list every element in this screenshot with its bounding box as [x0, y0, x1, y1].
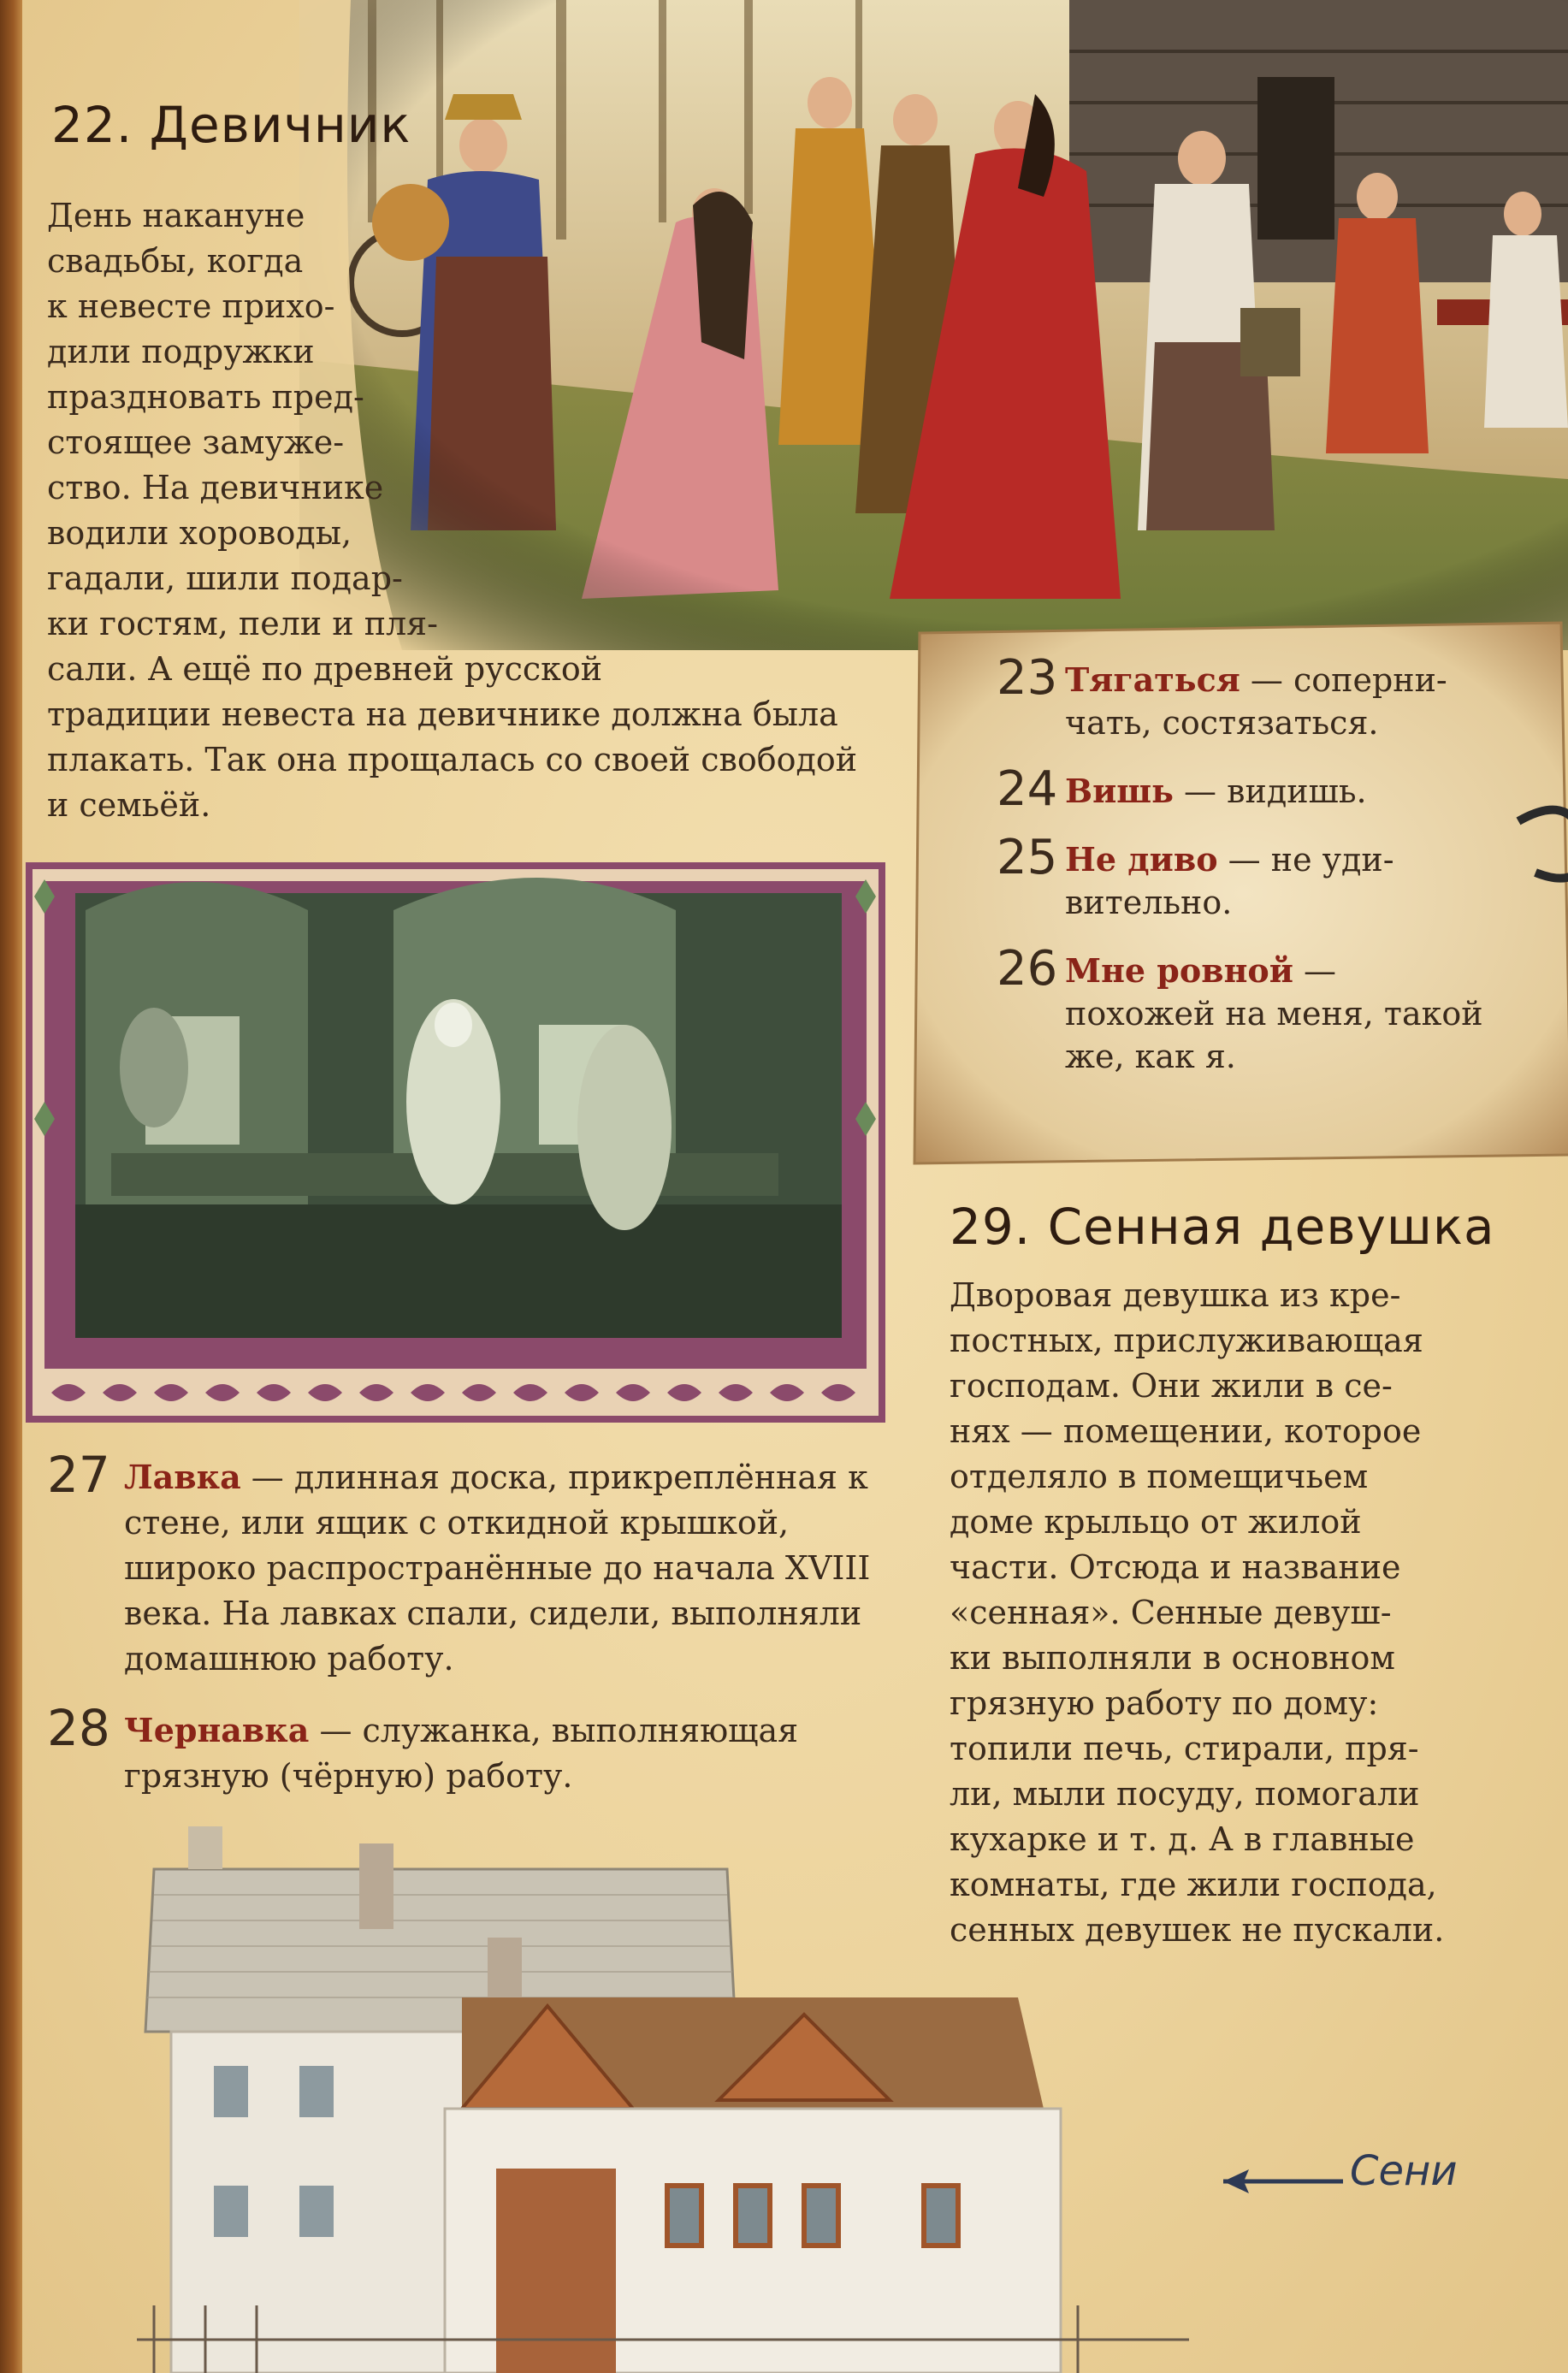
s22-line: сали. А ещё по древней русской [47, 650, 603, 688]
note-number: 27 [47, 1446, 110, 1504]
note-definition-cont: вительно. [1065, 884, 1233, 921]
s29-line: грязную работу по дому: [950, 1684, 1379, 1722]
note-term: Не диво [1065, 840, 1218, 879]
s29-line: кухарке и т. д. А в главные [950, 1820, 1415, 1858]
note-definition-cont: похожей на меня, такой же, как я. [1065, 995, 1483, 1075]
s29-line: топили печь, стирали, пря- [950, 1730, 1419, 1767]
s29-line: «сенная». Сенные девуш- [950, 1594, 1392, 1631]
glossary-note-27 [47, 1446, 877, 1682]
s22-line: свадьбы, когда [47, 242, 304, 280]
seni-label: Сени [1350, 2147, 1458, 2195]
note-number: 25 [997, 830, 1058, 885]
s29-line: комнаты, где жили господа, [950, 1866, 1437, 1903]
s22-line: гадали, шили подар- [47, 559, 403, 597]
s29-line: постных, прислуживающая [950, 1322, 1423, 1359]
note-term: Мне ровной [1065, 951, 1293, 990]
arrow-left-icon [1215, 2164, 1352, 2198]
s22-line: праздновать пред- [47, 378, 364, 416]
s29-line: части. Отсюда и название [950, 1548, 1401, 1586]
s22-line: дили подружки [47, 333, 315, 370]
note-number: 23 [997, 650, 1058, 706]
s29-line: ки выполняли в основном [950, 1639, 1395, 1677]
s29-line: нях — помещении, которое [950, 1412, 1422, 1450]
note-term: Чернавка [124, 1711, 310, 1749]
note-number: 26 [997, 941, 1058, 997]
glossary-note-23 [997, 650, 1544, 744]
note-definition: — служанка, выполняющая [309, 1712, 799, 1749]
s29-line: отделяло в помещичьем [950, 1458, 1369, 1495]
s22-line: ки гостям, пели и пля- [47, 605, 438, 642]
note-definition: — видишь. [1173, 772, 1367, 810]
note-definition-cont: грязную (чёрную) работу. [124, 1757, 573, 1795]
s22-line: стоящее замуже- [47, 423, 345, 461]
s29-line: сенных девушек не пускали. [950, 1911, 1445, 1949]
note-definition-cont: к стене, или ящик с откидной крышкой, широко распространённые до начала XVIII века. На лавках спали, сидели, выполняли домашнюю работу. [124, 1459, 871, 1678]
s22-line: День накануне [47, 197, 305, 234]
chamber-engraving [26, 862, 885, 1423]
s22-line: традиции невеста на девичнике должна была [47, 695, 838, 733]
manor-house-illustration [137, 1826, 1189, 2373]
s22-line: ство. На девичнике [47, 469, 384, 506]
glossary-note-24 [997, 761, 1544, 817]
glossary-note-26 [997, 941, 1544, 1078]
note-term: Тягаться [1065, 660, 1240, 699]
note-definition: — не уди- [1217, 841, 1394, 879]
s22-line: к невесте прихо- [47, 287, 335, 325]
note-definition: — соперни- [1240, 661, 1447, 699]
s22-line: водили хороводы, [47, 514, 352, 552]
s29-line: доме крыльцо от жилой [950, 1503, 1362, 1541]
glossary-note-25 [997, 830, 1544, 924]
glossary-card-text [997, 650, 1544, 1104]
note-definition: — длинная доска, прикреплённая [240, 1459, 837, 1496]
note-definition-cont: чать, состязаться. [1065, 704, 1379, 742]
section-29-title: 29. Сенная девушка [950, 1198, 1495, 1256]
book-spine [0, 0, 22, 2373]
note-term: Вишь [1065, 772, 1174, 810]
glossary-note-28 [47, 1699, 860, 1799]
s29-line: ли, мыли посуду, помогали [950, 1775, 1420, 1813]
s22-line: и семьёй. [47, 786, 211, 824]
note-number: 28 [47, 1699, 110, 1757]
section-22-title: 22. Девичник [51, 96, 411, 154]
note-definition: — [1293, 952, 1337, 990]
section-22-body [47, 193, 902, 828]
s22-line: плакать. Так она прощалась со своей свободой [47, 741, 858, 778]
s29-line: господам. Они жили в се- [950, 1367, 1393, 1405]
s29-line: Дворовая девушка из кре- [950, 1276, 1401, 1314]
note-number: 24 [997, 761, 1058, 817]
note-term: Лавка [124, 1458, 241, 1496]
